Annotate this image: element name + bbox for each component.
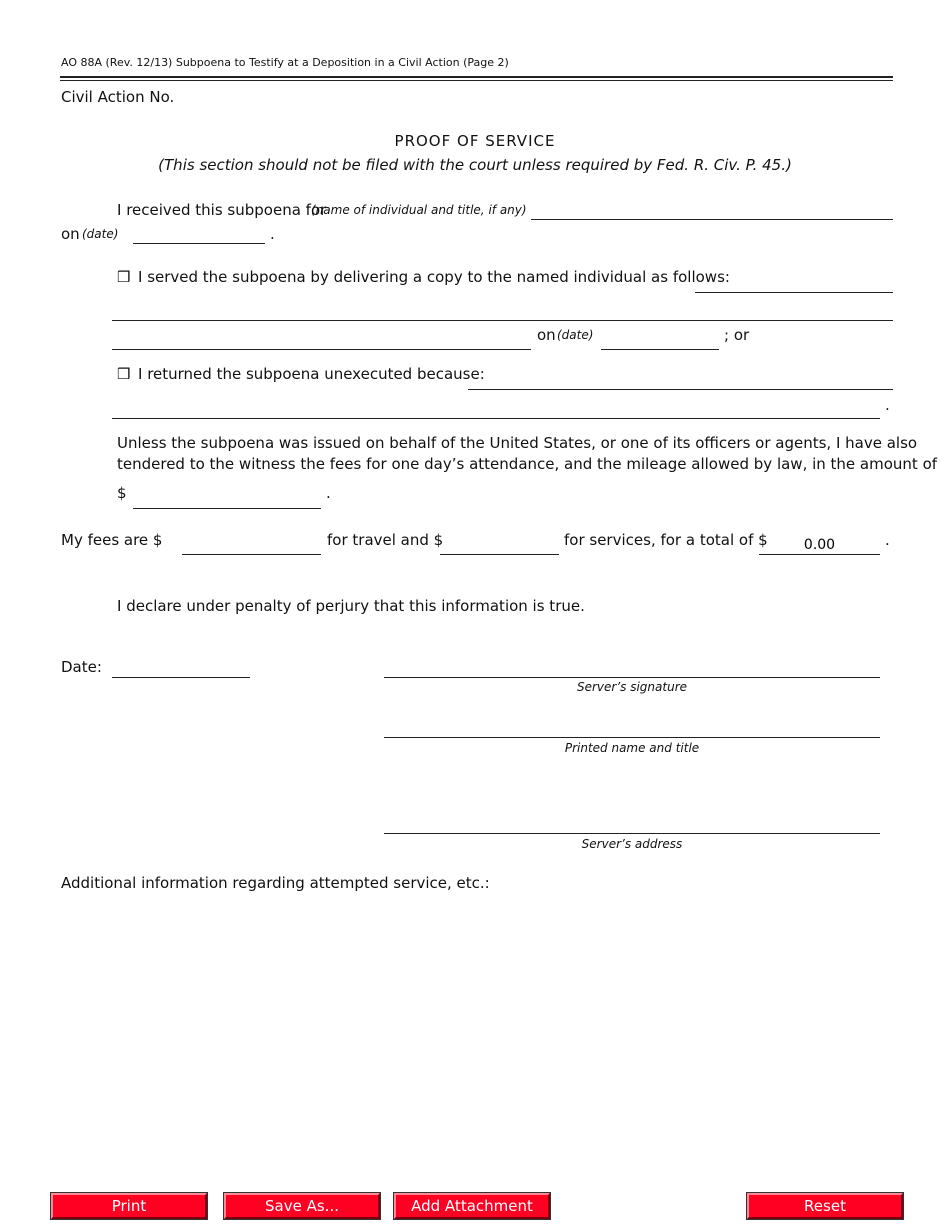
server-signature-caption: Server’s signature [576, 680, 688, 694]
served-on-label: on [537, 326, 556, 344]
served-label: I served the subpoena by delivering a copy to the named individual as follows: [138, 268, 730, 286]
fees-label: My fees are $ [61, 531, 163, 549]
total-fee-field[interactable] [759, 535, 880, 555]
tender-dollar-sign: $ [117, 484, 127, 502]
returned-reason-field-2[interactable] [112, 399, 880, 419]
received-date-field[interactable] [133, 224, 265, 244]
additional-info-field[interactable] [61, 900, 897, 1174]
returned-checkbox[interactable]: ❒ [117, 365, 131, 383]
civil-action-label: Civil Action No. [61, 88, 175, 106]
printed-name-caption: Printed name and title [564, 741, 700, 755]
served-manner-field-2[interactable] [112, 301, 893, 321]
tender-text-line-2: tendered to the witness the fees for one day’s attendance, and the mileage allowed by law, in the amount of [117, 455, 938, 473]
tender-text-line-1: Unless the subpoena was issued on behalf of the United States, or one of its officers or agents, I have also [117, 434, 918, 452]
returned-period: . [885, 396, 890, 414]
page-title: PROOF OF SERVICE [394, 132, 556, 150]
form-id: AO 88A (Rev. 12/13) Subpoena to Testify at a Deposition in a Civil Action (Page 2) [61, 56, 509, 69]
served-checkbox[interactable]: ❒ [117, 268, 131, 286]
printed-name-field[interactable] [384, 718, 880, 738]
header-rule-thick [60, 76, 893, 78]
served-date-note: (date) [557, 328, 594, 342]
declaration-text: I declare under penalty of perjury that this information is true. [117, 597, 585, 615]
served-manner-field-1[interactable] [695, 273, 893, 293]
page-subtitle: (This section should not be filed with the court unless required by Fed. R. Civ. P. 45.) [158, 156, 792, 174]
served-date-field[interactable] [601, 330, 719, 350]
server-address-caption: Server’s address [581, 837, 683, 851]
signature-date-field[interactable] [112, 658, 250, 678]
tender-amount-field[interactable] [133, 489, 321, 509]
services-fee-field[interactable] [440, 535, 559, 555]
received-note: (name of individual and title, if any) [311, 203, 527, 217]
print-button[interactable]: Print [51, 1193, 207, 1219]
date-label: Date: [61, 658, 102, 676]
received-label: I received this subpoena for [117, 201, 327, 219]
travel-label: for travel and $ [327, 531, 444, 549]
save-as-button[interactable]: Save As... [224, 1193, 380, 1219]
fees-period: . [885, 531, 890, 549]
reset-button[interactable]: Reset [747, 1193, 903, 1219]
server-signature-field[interactable] [384, 658, 880, 678]
returned-reason-field-1[interactable] [468, 370, 893, 390]
additional-info-label: Additional information regarding attempted service, etc.: [61, 874, 490, 892]
recipient-name-field[interactable] [531, 200, 893, 220]
services-label: for services, for a total of $ [564, 531, 768, 549]
add-attachment-button[interactable]: Add Attachment [394, 1193, 550, 1219]
served-or-text: ; or [724, 326, 750, 344]
received-date-note: (date) [82, 227, 119, 241]
tender-period: . [326, 484, 331, 502]
served-manner-field-3[interactable] [112, 330, 531, 350]
header-rule-thin [60, 80, 893, 81]
travel-fee-field[interactable] [182, 535, 321, 555]
received-period: . [270, 225, 275, 243]
server-address-field[interactable] [384, 814, 880, 834]
returned-label: I returned the subpoena unexecuted because: [138, 365, 485, 383]
received-on-label: on [61, 225, 80, 243]
